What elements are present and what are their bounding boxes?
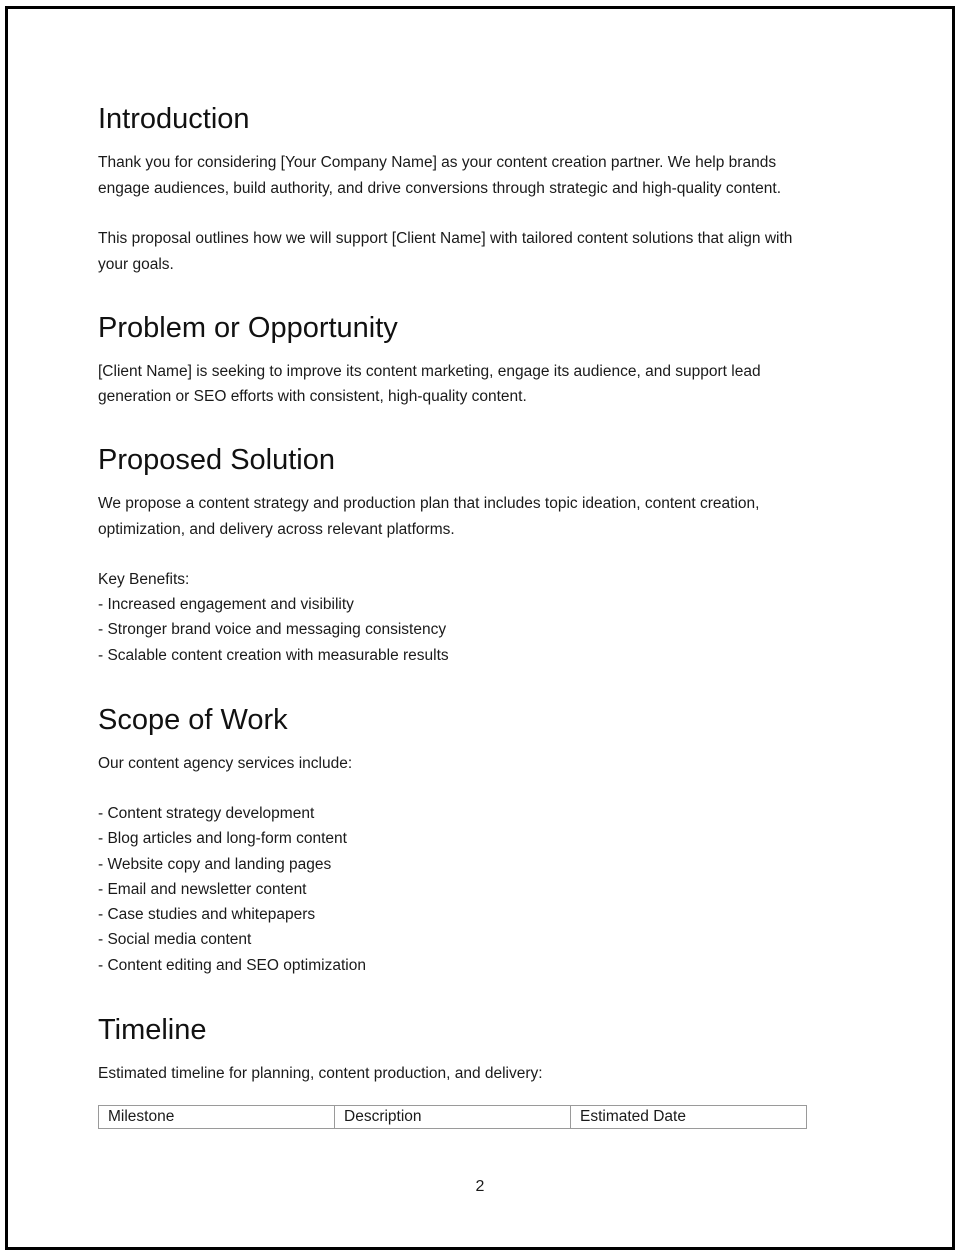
table-header-milestone: Milestone: [99, 1106, 335, 1129]
heading-problem-or-opportunity: Problem or Opportunity: [98, 312, 398, 344]
scope-intro: Our content agency services include:: [98, 755, 353, 772]
table-header-estimated-date: Estimated Date: [571, 1106, 807, 1129]
list-item: - Social media content: [98, 931, 252, 949]
intro-paragraph-2-line-2: your goals.: [98, 256, 174, 273]
intro-paragraph-1-line-2: engage audiences, build authority, and drive conversions through strategic and high-quality content.: [98, 180, 782, 197]
list-item: - Scalable content creation with measurable results: [98, 646, 449, 664]
heading-introduction: Introduction: [98, 103, 250, 135]
list-item: - Stronger brand voice and messaging consistency: [98, 621, 447, 639]
page-number: 2: [475, 1178, 485, 1195]
list-item: - Blog articles and long-form content: [98, 830, 347, 848]
table-header-row: [99, 1106, 807, 1129]
list-item: - Content strategy development: [98, 805, 315, 822]
key-benefits-list: [98, 592, 449, 668]
timeline-intro: Estimated timeline for planning, content production, and delivery:: [98, 1065, 543, 1082]
heading-proposed-solution: Proposed Solution: [98, 444, 335, 476]
heading-timeline: Timeline: [98, 1014, 207, 1046]
intro-paragraph-2-line-1: This proposal outlines how we will support [Client Name] with tailored content solutions that align with: [98, 230, 793, 247]
key-benefits-label: Key Benefits:: [98, 571, 190, 588]
timeline-table: [98, 1105, 807, 1129]
solution-line-2: optimization, and delivery across relevant platforms.: [98, 521, 455, 538]
problem-line-1: [Client Name] is seeking to improve its content marketing, engage its audience, and support lead: [98, 363, 761, 380]
list-item: - Website copy and landing pages: [98, 855, 332, 873]
list-item: - Email and newsletter content: [98, 880, 307, 898]
document-page: [5, 6, 955, 1250]
solution-line-1: We propose a content strategy and production plan that includes topic ideation, content creation,: [98, 495, 760, 512]
problem-line-2: generation or SEO efforts with consistent, high-quality content.: [98, 388, 527, 405]
list-item: - Case studies and whitepapers: [98, 906, 316, 924]
list-item: - Content editing and SEO optimization: [98, 956, 366, 974]
heading-scope-of-work: Scope of Work: [98, 704, 288, 736]
table-header-description: Description: [335, 1106, 571, 1129]
list-item: - Increased engagement and visibility: [98, 596, 354, 613]
intro-paragraph-1-line-1: Thank you for considering [Your Company Name] as your content creation partner. We help brands: [98, 154, 777, 171]
services-list: [98, 801, 366, 978]
